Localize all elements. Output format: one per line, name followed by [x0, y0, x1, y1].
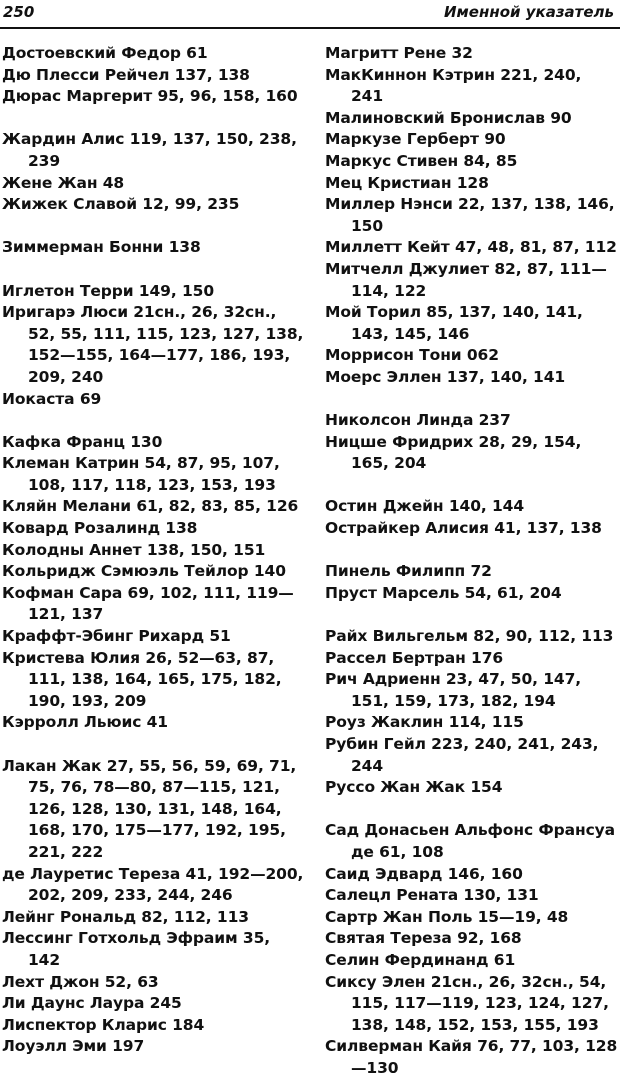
index-entry: Рассел Бертран 176 — [325, 648, 504, 667]
page-header — [0, 0, 620, 30]
index-entry: Кляйн Мелани 61, 82, 83, 85, 126 — [2, 497, 299, 516]
index-entry: Иокаста 69 — [2, 389, 102, 408]
index-entry: де Лауретис Тереза 41, 192—200, 202, 209, 233, 244, 246 — [2, 864, 304, 905]
index-entry: Жене Жан 48 — [2, 173, 125, 192]
index-entry: Достоевский Федор 61 — [2, 44, 208, 62]
letter-group-gap — [2, 259, 307, 281]
index-entry: Лоуэлл Эми 197 — [2, 1037, 145, 1056]
page-number: 250 — [3, 3, 35, 21]
index-entry: Силверман Кайя 76, 77, 103, 128—130 — [325, 1037, 618, 1077]
letter-group-gap — [2, 734, 307, 756]
letter-group-gap — [2, 108, 307, 130]
index-entry: Дюрас Маргерит 95, 96, 158, 160 — [2, 87, 298, 106]
index-entry: Лехт Джон 52, 63 — [2, 972, 159, 991]
index-entry: Святая Тереза 92, 168 — [325, 929, 522, 948]
index-entry: МакКиннон Кэтрин 221, 240, 241 — [325, 65, 582, 106]
index-entry: Руссо Жан Жак 154 — [325, 778, 503, 797]
index-entry: Зиммерман Бонни 138 — [2, 238, 201, 257]
index-entry: Роуз Жаклин 114, 115 — [325, 713, 524, 732]
letter-group-gap — [325, 604, 618, 626]
index-entry: Острайкер Алисия 41, 137, 138 — [325, 519, 602, 538]
letter-group-gap — [325, 540, 618, 562]
index-entry: Жижек Славой 12, 99, 235 — [2, 195, 240, 214]
index-entry: Сиксу Элен 21сн., 26, 32сн., 54, 115, 117—119, 123, 124, 127, 138, 148, 152, 153, 155, 193 — [325, 972, 609, 1034]
index-entry: Пруст Марсель 54, 61, 204 — [325, 583, 562, 602]
index-column-left — [2, 43, 307, 1058]
index-entry: Кольридж Сэмюэль Тейлор 140 — [2, 562, 286, 581]
letter-group-gap — [325, 799, 618, 821]
index-entry: Мой Торил 85, 137, 140, 141, 143, 145, 146 — [325, 303, 583, 343]
index-entry: Кофман Сара 69, 102, 111, 119—121, 137 — [2, 583, 294, 624]
index-entry: Миллетт Кейт 47, 48, 81, 87, 112 — [325, 238, 617, 257]
index-entry: Райх Вильгельм 82, 90, 112, 113 — [325, 627, 614, 646]
index-entry: Миллер Нэнси 22, 137, 138, 146, 150 — [325, 195, 615, 235]
index-entry: Малиновский Бронислав 90 — [325, 108, 572, 127]
index-entry: Селин Фердинанд 61 — [325, 950, 516, 969]
index-entry: Лиспектор Кларис 184 — [2, 1015, 205, 1034]
index-entry: Кэрролл Льюис 41 — [2, 713, 168, 732]
index-entry: Остин Джейн 140, 144 — [325, 497, 525, 516]
index-entry: Рубин Гейл 223, 240, 241, 243, 244 — [325, 735, 599, 775]
index-entry: Лейнг Рональд 82, 112, 113 — [2, 907, 249, 926]
index-entry: Салецл Рената 130, 131 — [325, 886, 539, 905]
index-entry: Краффт-Эбинг Рихард 51 — [2, 627, 231, 646]
index-entry: Пинель Филипп 72 — [325, 562, 492, 581]
index-entry: Лессинг Готхольд Эфраим 35, 142 — [2, 929, 271, 969]
letter-group-gap — [2, 410, 307, 432]
index-entry: Маркус Стивен 84, 85 — [325, 151, 518, 170]
index-entry: Кристева Юлия 26, 52—63, 87, 111, 138, 164, 165, 175, 182, 190, 193, 209 — [2, 648, 282, 710]
index-entry: Лакан Жак 27, 55, 56, 59, 69, 71, 75, 76, 78—80, 87—115, 121, 126, 128, 130, 131, 148, 164, 168, 170, 175—177, 192, 195, 221, 222 — [2, 756, 297, 861]
index-column-right — [325, 43, 618, 1080]
index-entry: Кафка Франц 130 — [2, 432, 163, 451]
index-entry: Моерс Эллен 137, 140, 141 — [325, 367, 566, 386]
index-entry: Рич Адриенн 23, 47, 50, 147, 151, 159, 173, 182, 194 — [325, 670, 582, 710]
index-entry: Дю Плесси Рейчел 137, 138 — [2, 65, 250, 84]
index-entry: Сартр Жан Поль 15—19, 48 — [325, 907, 569, 926]
running-title: Именной указатель — [443, 3, 614, 21]
index-entry: Ли Даунс Лаура 245 — [2, 994, 182, 1013]
index-entry: Николсон Линда 237 — [325, 411, 511, 430]
index-entry: Иригарэ Люси 21сн., 26, 32сн., 52, 55, 111, 115, 123, 127, 138, 152—155, 164—177, 186, 193, 209, 240 — [2, 303, 304, 386]
index-entry: Колодны Аннет 138, 150, 151 — [2, 540, 266, 559]
index-entry: Мец Кристиан 128 — [325, 173, 489, 192]
letter-group-gap — [2, 216, 307, 238]
index-entry: Жардин Алис 119, 137, 150, 238, 239 — [2, 130, 297, 170]
index-entry: Саид Эдвард 146, 160 — [325, 864, 523, 883]
index-entry: Митчелл Джулиет 82, 87, 111—114, 122 — [325, 259, 607, 300]
index-entry: Клеман Катрин 54, 87, 95, 107, 108, 117, 118, 123, 153, 193 — [2, 454, 280, 494]
header-rule — [0, 27, 620, 29]
index-entry: Ницше Фридрих 28, 29, 154, 165, 204 — [325, 432, 582, 473]
letter-group-gap — [325, 389, 618, 411]
letter-group-gap — [325, 475, 618, 497]
index-entry: Иглетон Терри 149, 150 — [2, 281, 214, 300]
index-entry: Сад Донасьен Альфонс Франсуа де 61, 108 — [325, 821, 616, 861]
index-entry: Магритт Рене 32 — [325, 44, 473, 62]
index-entry: Ковард Розалинд 138 — [2, 519, 198, 538]
index-entry: Маркузе Герберт 90 — [325, 130, 506, 149]
index-entry: Моррисон Тони 062 — [325, 346, 499, 365]
